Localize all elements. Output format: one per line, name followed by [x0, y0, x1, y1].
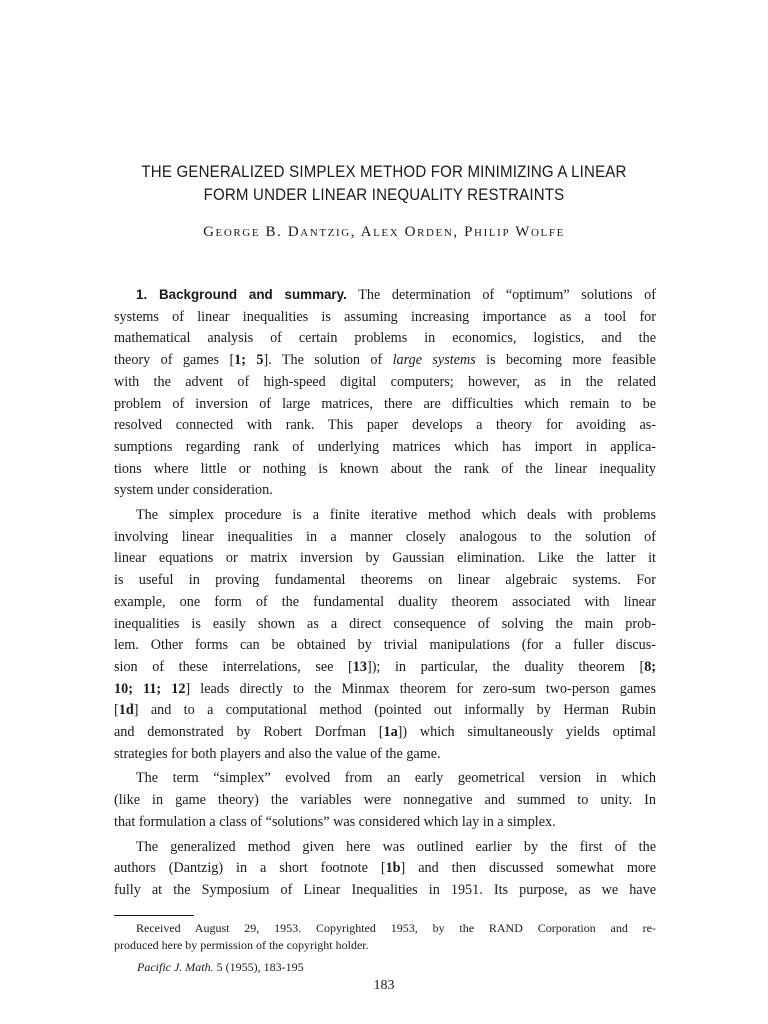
paper-title — [131, 161, 637, 207]
body-text — [114, 284, 656, 905]
text-line: linear equations or matrix inversion by Gaussian elimination. Like the latter it — [114, 550, 656, 567]
text-line: and demonstrated by Robert Dorfman [1a]) which simultaneously yields optimal — [114, 724, 656, 741]
text-line: system under consideration. — [114, 482, 273, 499]
title-line-1: THE GENERALIZED SIMPLEX METHOD FOR MINIMIZING A LINEAR — [141, 163, 627, 181]
paragraph-4 — [114, 837, 656, 902]
footnote — [114, 920, 656, 954]
text-line: authors (Dantzig) in a short footnote [1b] and then discussed somewhat more — [114, 860, 656, 877]
text-line: lem. Other forms can be obtained by trivial manipulations (for a fuller discus- — [114, 637, 656, 654]
text-line: is useful in proving fundamental theorems on linear algebraic systems. For — [114, 572, 656, 589]
text-line: 1. Background and summary. The determination of “optimum” solutions of — [136, 287, 656, 303]
journal-citation — [137, 960, 304, 975]
paragraph-3 — [114, 768, 656, 833]
text-line: with the advent of high-speed digital computers; however, as in the related — [114, 373, 656, 390]
text-line: strategies for both players and also the value of the game. — [114, 745, 441, 762]
text-line: sion of these interrelations, see [13]); in particular, the duality theorem [8; — [114, 658, 657, 675]
text-line: fully at the Symposium of Linear Inequalities in 1951. Its purpose, as we have — [114, 881, 656, 898]
text-line: 10; 11; 12] leads directly to the Minmax theorem for zero-sum two-person games — [114, 680, 656, 697]
footnote-line: produced here by permission of the copyright holder. — [114, 938, 369, 952]
citation-ref: 1; 5 — [234, 352, 264, 369]
text-line: The simplex procedure is a finite iterative method which deals with problems — [136, 507, 656, 524]
text-line: theory of games [1; 5]. The solution of large systems is becoming more feasible — [114, 352, 656, 369]
footnote-line: Received August 29, 1953. Copyrighted 1953, by the RAND Corporation and re- — [136, 921, 656, 935]
text-line: systems of linear inequalities is assuming increasing importance as a tool for — [114, 308, 656, 325]
text-line: resolved connected with rank. This paper develops a theory for avoiding as- — [114, 417, 656, 434]
citation-ref: 10; 11; 12 — [114, 680, 186, 697]
journal-details: 5 (1955), 183-195 — [216, 960, 304, 974]
text-line: [1d] and to a computational method (pointed out informally by Herman Rubin — [114, 702, 656, 719]
citation-ref: 1d — [118, 702, 134, 719]
section-heading: 1. Background and summary. — [136, 287, 347, 302]
text-line: sumptions regarding rank of underlying matrices which has import in applica- — [114, 438, 656, 455]
text-line: The term “simplex” evolved from an early geometrical version in which — [136, 770, 656, 787]
text-line: tions where little or nothing is known about the rank of the linear inequality — [114, 460, 656, 477]
paragraph-1 — [114, 284, 656, 502]
text-line: example, one form of the fundamental duality theorem associated with linear — [114, 593, 656, 610]
paragraph-2 — [114, 505, 656, 765]
text-line: that formulation a class of “solutions” was considered which lay in a simplex. — [114, 813, 556, 830]
text-line: problem of inversion of large matrices, there are difficulties which remain to be — [114, 395, 656, 412]
authors-line: George B. Dantzig, Alex Orden, Philip Wolfe — [203, 224, 565, 240]
footnote-rule — [114, 915, 194, 916]
text-line: (like in game theory) the variables were nonnegative and summed to unity. In — [114, 792, 656, 809]
citation-ref: 1a — [383, 724, 398, 741]
text-line: inequalities is easily shown as a direct consequence of solving the main prob- — [114, 615, 656, 632]
citation-ref: 1b — [385, 860, 401, 877]
text-line: mathematical analysis of certain problems in economics, logistics, and the — [114, 330, 656, 347]
citation-ref: 8; — [644, 658, 657, 675]
title-line-2: FORM UNDER LINEAR INEQUALITY RESTRAINTS — [203, 186, 565, 204]
citation-ref: 13 — [352, 658, 367, 675]
text-line: involving linear inequalities in a manner closely analogous to the solution of — [114, 528, 656, 545]
journal-name: Pacific J. Math. — [137, 960, 214, 974]
text-line: The generalized method given here was outlined earlier by the first of the — [136, 838, 656, 855]
page-number: 183 — [373, 978, 395, 993]
